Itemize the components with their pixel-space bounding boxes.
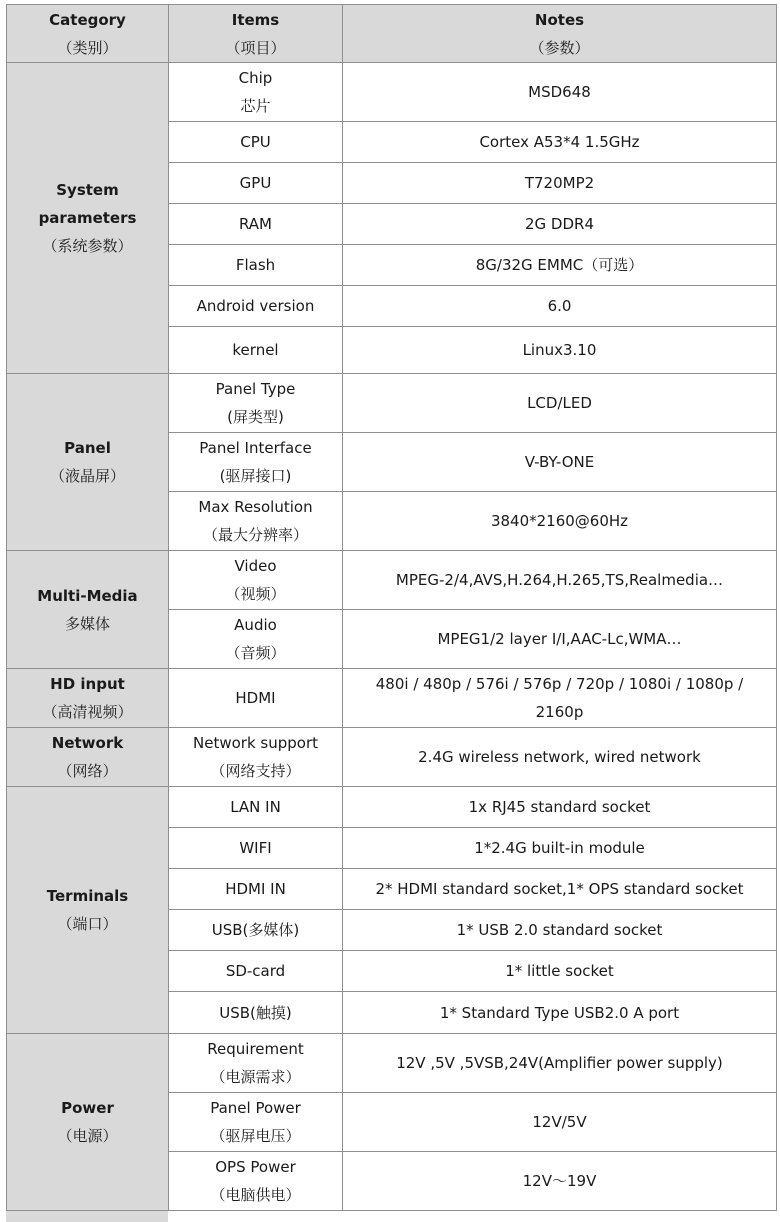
item-cell: Panel Power （驱屏电压） <box>169 1093 343 1152</box>
category-multi-media: Multi-Media 多媒体 <box>7 551 169 669</box>
item-cell: Android version <box>169 286 343 327</box>
note-cell: MPEG1/2 layer I/I,AAC-Lc,WMA… <box>343 610 777 669</box>
item-cell: Video （视频） <box>169 551 343 610</box>
header-category: Category （类别） <box>7 5 169 63</box>
category-power: Power （电源） <box>7 1034 169 1211</box>
note-cell: V-BY-ONE <box>343 433 777 492</box>
header-items: Items （项目） <box>169 5 343 63</box>
table-row <box>7 63 777 122</box>
note-cell: 8G/32G EMMC（可选） <box>343 245 777 286</box>
category-panel: Panel （液晶屏） <box>7 374 169 551</box>
table-row <box>7 374 777 433</box>
item-cell: SD-card <box>169 951 343 992</box>
note-cell: 12V/5V <box>343 1093 777 1152</box>
item-cell: RAM <box>169 204 343 245</box>
note-cell: T720MP2 <box>343 163 777 204</box>
item-cell: Panel Interface (驱屏接口) <box>169 433 343 492</box>
table-row <box>7 669 777 728</box>
note-cell: MSD648 <box>343 63 777 122</box>
item-cell: Network support （网络支持） <box>169 728 343 787</box>
note-cell: 1x RJ45 standard socket <box>343 787 777 828</box>
item-cell: GPU <box>169 163 343 204</box>
note-cell: 1* USB 2.0 standard socket <box>343 910 777 951</box>
category-hd-input: HD input （高清视频） <box>7 669 169 728</box>
table-header-row <box>7 5 777 63</box>
item-cell: HDMI <box>169 669 343 728</box>
note-cell: 1*2.4G built-in module <box>343 828 777 869</box>
note-cell: MPEG-2/4,AVS,H.264,H.265,TS,Realmedia… <box>343 551 777 610</box>
item-cell: USB(触摸) <box>169 992 343 1034</box>
item-cell: Max Resolution （最大分辨率） <box>169 492 343 551</box>
item-cell: kernel <box>169 327 343 374</box>
note-cell: 3840*2160@60Hz <box>343 492 777 551</box>
header-notes: Notes （参数） <box>343 5 777 63</box>
note-cell: 2* HDMI standard socket,1* OPS standard socket <box>343 869 777 910</box>
category-terminals: Terminals （端口） <box>7 787 169 1034</box>
item-cell: OPS Power （电脑供电） <box>169 1152 343 1211</box>
category-network: Network （网络） <box>7 728 169 787</box>
note-cell: LCD/LED <box>343 374 777 433</box>
note-cell: 12V ,5V ,5VSB,24V(Amplifier power supply) <box>343 1034 777 1093</box>
table-row <box>7 1034 777 1093</box>
item-cell: CPU <box>169 122 343 163</box>
note-cell: 2G DDR4 <box>343 204 777 245</box>
note-cell: 2.4G wireless network, wired network <box>343 728 777 787</box>
note-cell: 12V～19V <box>343 1152 777 1211</box>
item-cell: Flash <box>169 245 343 286</box>
note-cell: 1* Standard Type USB2.0 A port <box>343 992 777 1034</box>
table-row <box>7 787 777 828</box>
category-system-parameters: System parameters （系统参数） <box>7 63 169 374</box>
note-cell: Cortex A53*4 1.5GHz <box>343 122 777 163</box>
note-cell: 6.0 <box>343 286 777 327</box>
table-row <box>7 728 777 787</box>
spec-table <box>6 4 777 1211</box>
note-cell: 480i / 480p / 576i / 576p / 720p / 1080i / 1080p / 2160p <box>343 669 777 728</box>
note-cell: Linux3.10 <box>343 327 777 374</box>
note-cell: 1* little socket <box>343 951 777 992</box>
item-cell: HDMI IN <box>169 869 343 910</box>
item-cell: WIFI <box>169 828 343 869</box>
item-cell: Audio （音频） <box>169 610 343 669</box>
table-row <box>7 551 777 610</box>
item-cell: Requirement （电源需求） <box>169 1034 343 1093</box>
item-cell: Panel Type (屏类型) <box>169 374 343 433</box>
item-cell: LAN IN <box>169 787 343 828</box>
item-cell: USB(多媒体) <box>169 910 343 951</box>
item-cell: Chip 芯片 <box>169 63 343 122</box>
